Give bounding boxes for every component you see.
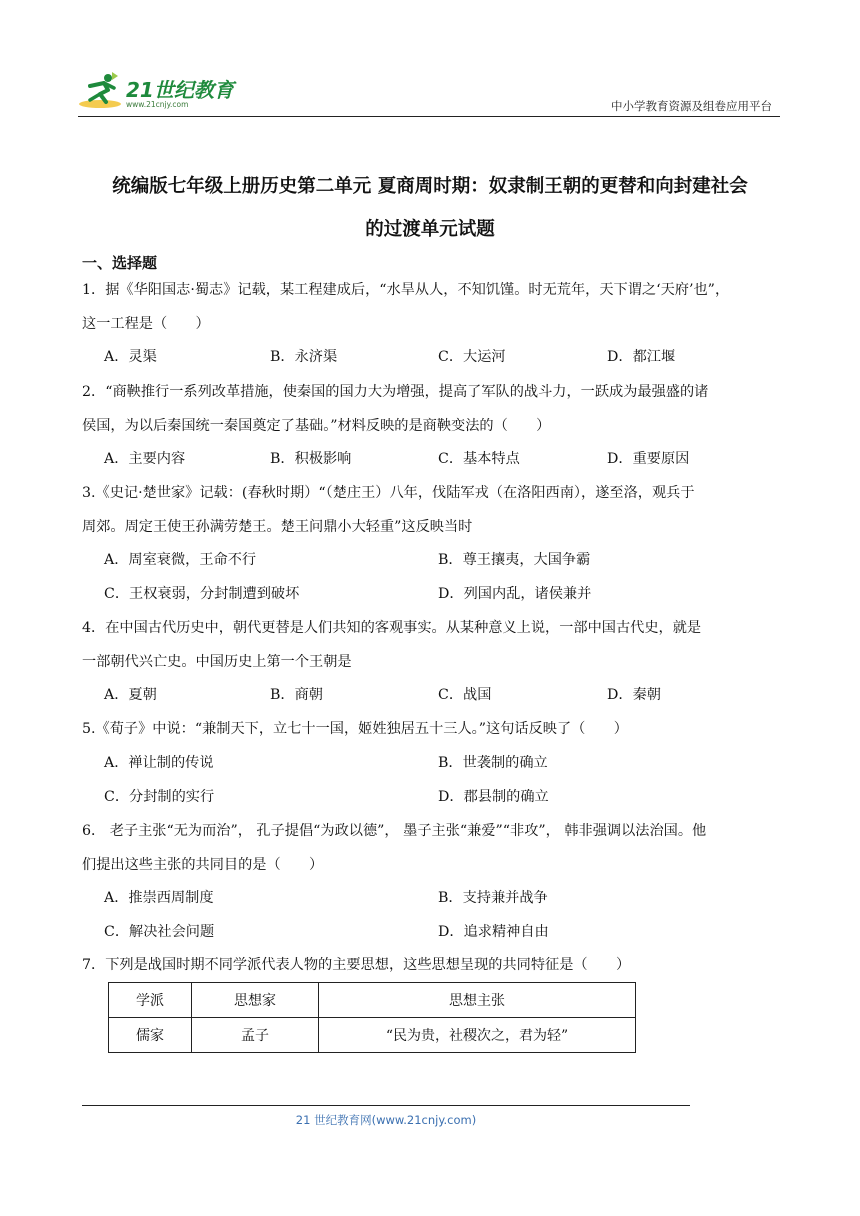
q2-option-b[interactable]: B．积极影响 bbox=[270, 451, 352, 467]
question-2 bbox=[82, 375, 782, 443]
thinkers-table bbox=[108, 982, 636, 1053]
q3-option-c[interactable]: C．王权衰弱，分封制遭到破坏 bbox=[104, 586, 300, 602]
site-logo[interactable] bbox=[78, 68, 278, 112]
question-3 bbox=[82, 476, 782, 544]
question-1-line-2: 这一工程是（ ） bbox=[82, 316, 210, 332]
logo-url: www.21cnjy.com bbox=[126, 100, 189, 109]
q3-option-d[interactable]: D．列国内乱，诸侯兼并 bbox=[438, 586, 592, 602]
q5-option-d[interactable]: D．郡县制的确立 bbox=[438, 789, 549, 805]
q6-option-c[interactable]: C．解决社会问题 bbox=[104, 924, 215, 940]
q5-option-a[interactable]: A．禅让制的传说 bbox=[104, 755, 214, 771]
q6-option-d[interactable]: D．追求精神自由 bbox=[438, 924, 549, 940]
table-cell-idea: “民为贵，社稷次之，君为轻” bbox=[319, 1018, 636, 1053]
q3-option-a[interactable]: A．周室衰微，王命不行 bbox=[104, 552, 257, 568]
q1-option-c[interactable]: C．大运河 bbox=[438, 349, 506, 365]
question-2-line-2: 侯国，为以后秦国统一秦国奠定了基础。”材料反映的是商鞅变法的（ ） bbox=[82, 418, 551, 434]
question-5 bbox=[82, 712, 782, 746]
question-5-line-1: 5.《荀子》中说：“兼制天下，立七十一国，姬姓独居五十三人。”这句话反映了（ ） bbox=[82, 721, 628, 737]
table-cell-school: 儒家 bbox=[109, 1018, 192, 1053]
table-header-row bbox=[109, 983, 636, 1018]
q4-option-c[interactable]: C．战国 bbox=[438, 687, 492, 703]
q1-option-d[interactable]: D．都江堰 bbox=[607, 349, 676, 365]
table-header-thinker: 思想家 bbox=[192, 983, 319, 1018]
q2-option-c[interactable]: C．基本特点 bbox=[438, 451, 520, 467]
page-title-line-1: 统编版七年级上册历史第二单元 夏商周时期：奴隶制王朝的更替和向封建社会 bbox=[112, 176, 748, 197]
question-6-line-2: 们提出这些主张的共同目的是（ ） bbox=[82, 857, 324, 873]
q2-option-d[interactable]: D．重要原因 bbox=[607, 451, 690, 467]
q1-option-a[interactable]: A．灵渠 bbox=[104, 349, 157, 365]
question-3-line-2: 周郊。周定王使王孙满劳楚王。楚王问鼎小大轻重”这反映当时 bbox=[82, 519, 473, 535]
question-3-line-1: 3.《史记·楚世家》记载：(春秋时期）“（楚庄王）八年，伐陆军戎（在洛阳西南），遂至洛，观兵于 bbox=[82, 485, 695, 501]
q1-option-b[interactable]: B．永济渠 bbox=[270, 349, 338, 365]
page-title-line-2: 的过渡单元试题 bbox=[365, 219, 495, 240]
q5-option-b[interactable]: B．世袭制的确立 bbox=[438, 755, 548, 771]
q6-option-a[interactable]: A．推崇西周制度 bbox=[104, 890, 214, 906]
q3-option-b[interactable]: B．尊王攘夷，大国争霸 bbox=[438, 552, 591, 568]
table-header-school: 学派 bbox=[109, 983, 192, 1018]
page-header bbox=[78, 62, 780, 117]
question-4 bbox=[82, 611, 782, 679]
table-header-idea: 思想主张 bbox=[319, 983, 636, 1018]
question-6-line-1: 6． 老子主张“无为而治”， 孔子提倡“为政以德”， 墨子主张“兼爱”“非攻”， 韩非强调以法治国。他 bbox=[82, 823, 707, 839]
question-1-line-1: 1．据《华阳国志·蜀志》记载，某工程建成后，“水旱从人，不知饥馑。时无荒年，天下谓之‘天府’也”， bbox=[82, 282, 730, 298]
q2-option-a[interactable]: A．主要内容 bbox=[104, 451, 186, 467]
question-4-line-1: 4．在中国古代历史中，朝代更替是人们共知的客观事实。从某种意义上说，一部中国古代史，就是 bbox=[82, 620, 702, 636]
header-platform-name: 中小学教育资源及组卷应用平台 bbox=[611, 99, 772, 113]
q6-option-b[interactable]: B．支持兼并战争 bbox=[438, 890, 548, 906]
runner-logo-icon bbox=[78, 70, 124, 110]
table-row bbox=[109, 1018, 636, 1053]
footer-divider bbox=[82, 1105, 690, 1106]
question-4-line-2: 一部朝代兴亡史。中国历史上第一个王朝是 bbox=[82, 654, 352, 670]
question-1 bbox=[82, 273, 782, 341]
footer-site-link[interactable]: 21 世纪教育网(www.21cnjy.com) bbox=[295, 1113, 477, 1127]
section-title: 一、选择题 bbox=[82, 254, 158, 272]
q5-option-c[interactable]: C．分封制的实行 bbox=[104, 789, 215, 805]
table-cell-thinker: 孟子 bbox=[192, 1018, 319, 1053]
question-7 bbox=[82, 948, 782, 982]
question-2-line-1: 2．“商鞅推行一系列改革措施，使秦国的国力大为增强，提高了军队的战斗力，一跃成为最强盛的诸 bbox=[82, 384, 709, 400]
question-7-line-1: 7．下列是战国时期不同学派代表人物的主要思想，这些思想呈现的共同特征是（ ） bbox=[82, 957, 631, 973]
logo-text: 21世纪教育 bbox=[126, 78, 234, 102]
q4-option-d[interactable]: D．秦朝 bbox=[607, 687, 661, 703]
q4-option-b[interactable]: B．商朝 bbox=[270, 687, 323, 703]
q4-option-a[interactable]: A．夏朝 bbox=[104, 687, 157, 703]
question-6 bbox=[82, 814, 782, 882]
